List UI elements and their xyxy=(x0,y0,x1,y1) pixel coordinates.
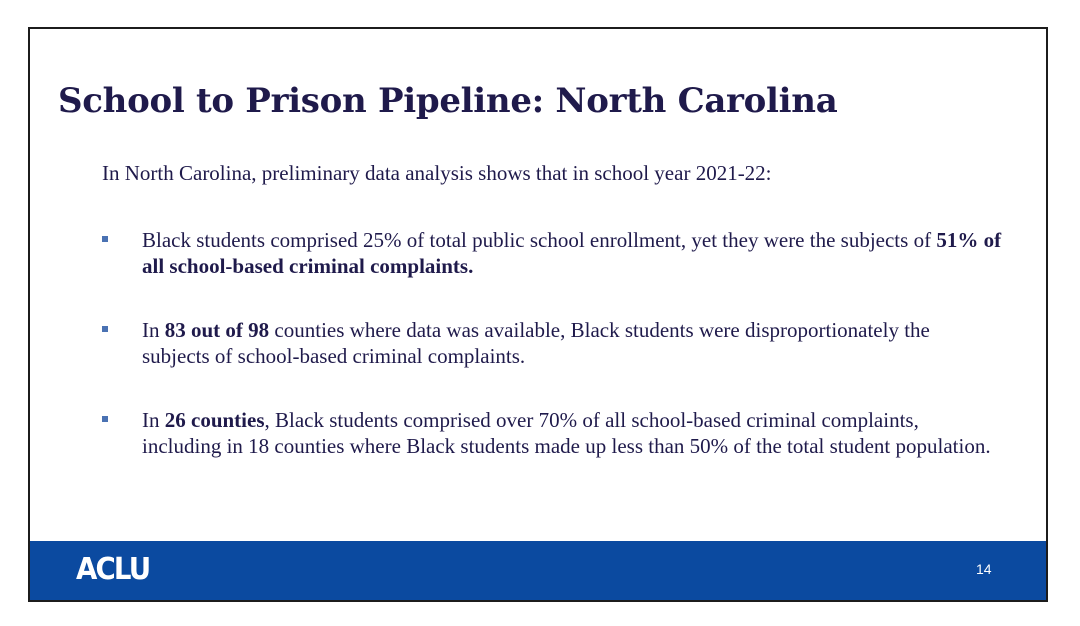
slide xyxy=(28,27,1048,602)
square-bullet-icon xyxy=(102,416,108,422)
bullet-emphasis: 26 counties xyxy=(164,408,265,432)
bullet-item xyxy=(102,227,1002,279)
bullet-item xyxy=(102,407,1002,459)
bullet-text: counties where data was available, Black students were disproportionately the subjects of school-based criminal complaints. xyxy=(142,318,930,368)
slide-title: School to Prison Pipeline: North Carolina xyxy=(58,81,838,121)
bullet-emphasis: 83 out of 98 xyxy=(164,318,270,342)
footer-bar xyxy=(30,541,1046,600)
bullet-text: Black students comprised 25% of total public school enrollment, yet they were the subjects of xyxy=(142,228,937,252)
page-number: 14 xyxy=(976,561,992,577)
bullet-text: , Black students comprised over 70% of all school-based criminal complaints, including in 18 counties where Black students made up less than 50% of the total student population. xyxy=(142,408,991,458)
intro-text: In North Carolina, preliminary data analysis shows that in school year 2021-22: xyxy=(102,161,772,185)
bullet-text: In xyxy=(142,318,165,342)
aclu-logo: ACLU xyxy=(76,552,150,587)
bullet-item xyxy=(102,317,1002,369)
bullet-list xyxy=(102,227,1002,459)
bullet-emphasis: 51% of all school-based criminal complaints. xyxy=(142,228,1002,278)
bullet-text: In xyxy=(142,408,165,432)
square-bullet-icon xyxy=(102,326,108,332)
square-bullet-icon xyxy=(102,236,108,242)
